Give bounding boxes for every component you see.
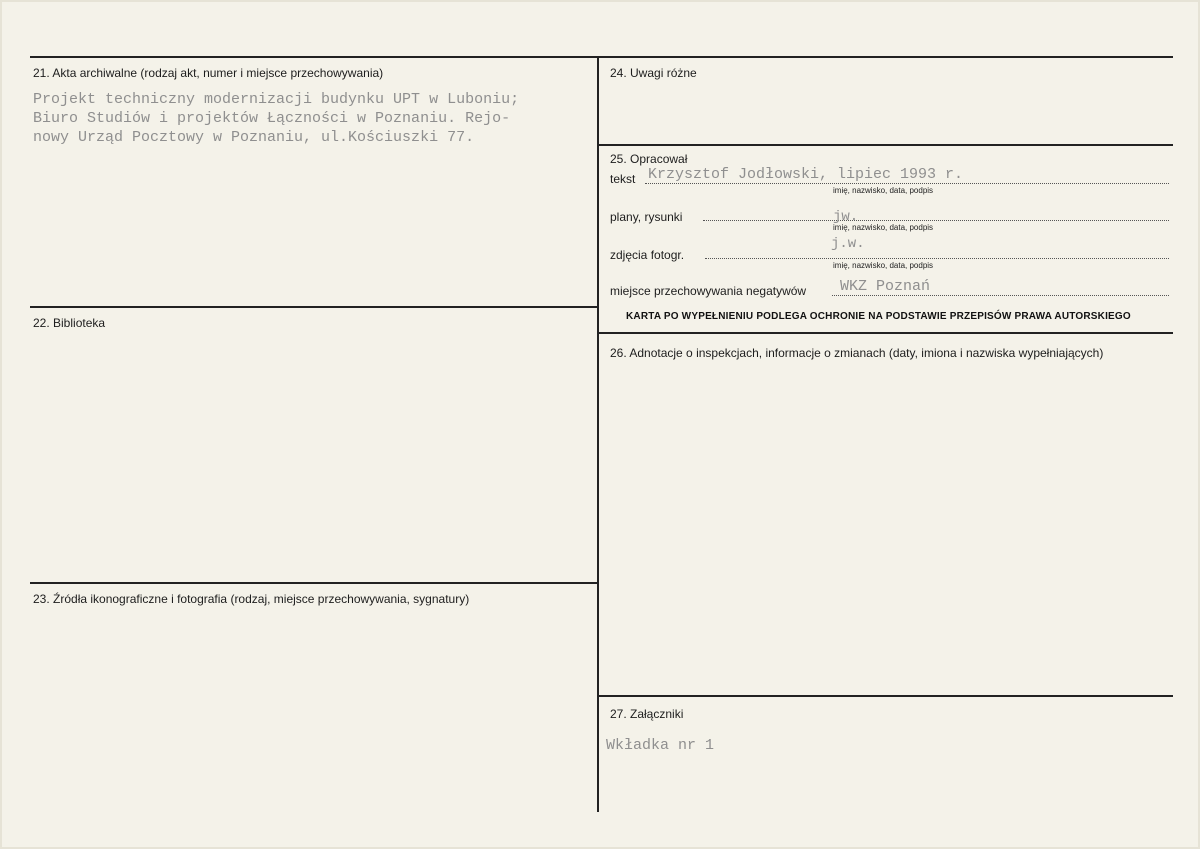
zdjecia-label: zdjęcia fotogr. bbox=[610, 248, 685, 262]
plany-line bbox=[703, 220, 1169, 221]
section-21-line-1: Projekt techniczny modernizacji budynku UPT w Luboniu; bbox=[33, 91, 520, 108]
rule-below-22 bbox=[30, 582, 598, 584]
tekst-value: Krzysztof Jodłowski, lipiec 1993 r. bbox=[648, 166, 964, 183]
plany-label: plany, rysunki bbox=[610, 210, 683, 224]
zdjecia-line bbox=[705, 258, 1169, 259]
plany-value: jw. bbox=[833, 209, 859, 225]
zdjecia-hint: imię, nazwisko, data, podpis bbox=[833, 261, 934, 270]
section-22-label: 22. Biblioteka bbox=[33, 316, 106, 330]
section-23-label: 23. Źródła ikonograficzne i fotografia (rodzaj, miejsce przechowywania, sygnatury) bbox=[33, 592, 470, 606]
center-divider bbox=[597, 56, 599, 812]
section-21-line-3: nowy Urząd Pocztowy w Poznaniu, ul.Kościuszki 77. bbox=[33, 129, 475, 146]
tekst-hint: imię, nazwisko, data, podpis bbox=[833, 186, 934, 195]
tekst-label: tekst bbox=[610, 172, 636, 186]
section-25-label: 25. Opracował bbox=[610, 152, 688, 166]
negatywy-value: WKZ Poznań bbox=[840, 278, 931, 295]
rule-below-21 bbox=[30, 306, 598, 308]
copyright-notice: KARTA PO WYPEŁNIENIU PODLEGA OCHRONIE NA PODSTAWIE PRZEPISÓW PRAWA AUTORSKIEGO bbox=[626, 311, 1131, 322]
zdjecia-value: j.w. bbox=[831, 236, 865, 252]
rule-below-26 bbox=[598, 695, 1173, 697]
negatywy-label: miejsce przechowywania negatywów bbox=[610, 284, 807, 298]
section-27-value: Wkładka nr 1 bbox=[606, 737, 715, 754]
section-21-label: 21. Akta archiwalne (rodzaj akt, numer i miejsce przechowywania) bbox=[33, 66, 384, 80]
rule-below-24 bbox=[598, 144, 1173, 146]
top-rule bbox=[30, 56, 1173, 58]
rule-below-25 bbox=[598, 332, 1173, 334]
plany-hint: imię, nazwisko, data, podpis bbox=[833, 223, 934, 232]
section-21-line-2: Biuro Studiów i projektów Łączności w Poznaniu. Rejo- bbox=[33, 110, 511, 127]
section-24-label: 24. Uwagi różne bbox=[610, 66, 697, 80]
section-26-label: 26. Adnotacje o inspekcjach, informacje o zmianach (daty, imiona i nazwiska wypełniających) bbox=[610, 346, 1104, 360]
section-27-label: 27. Załączniki bbox=[610, 707, 684, 721]
